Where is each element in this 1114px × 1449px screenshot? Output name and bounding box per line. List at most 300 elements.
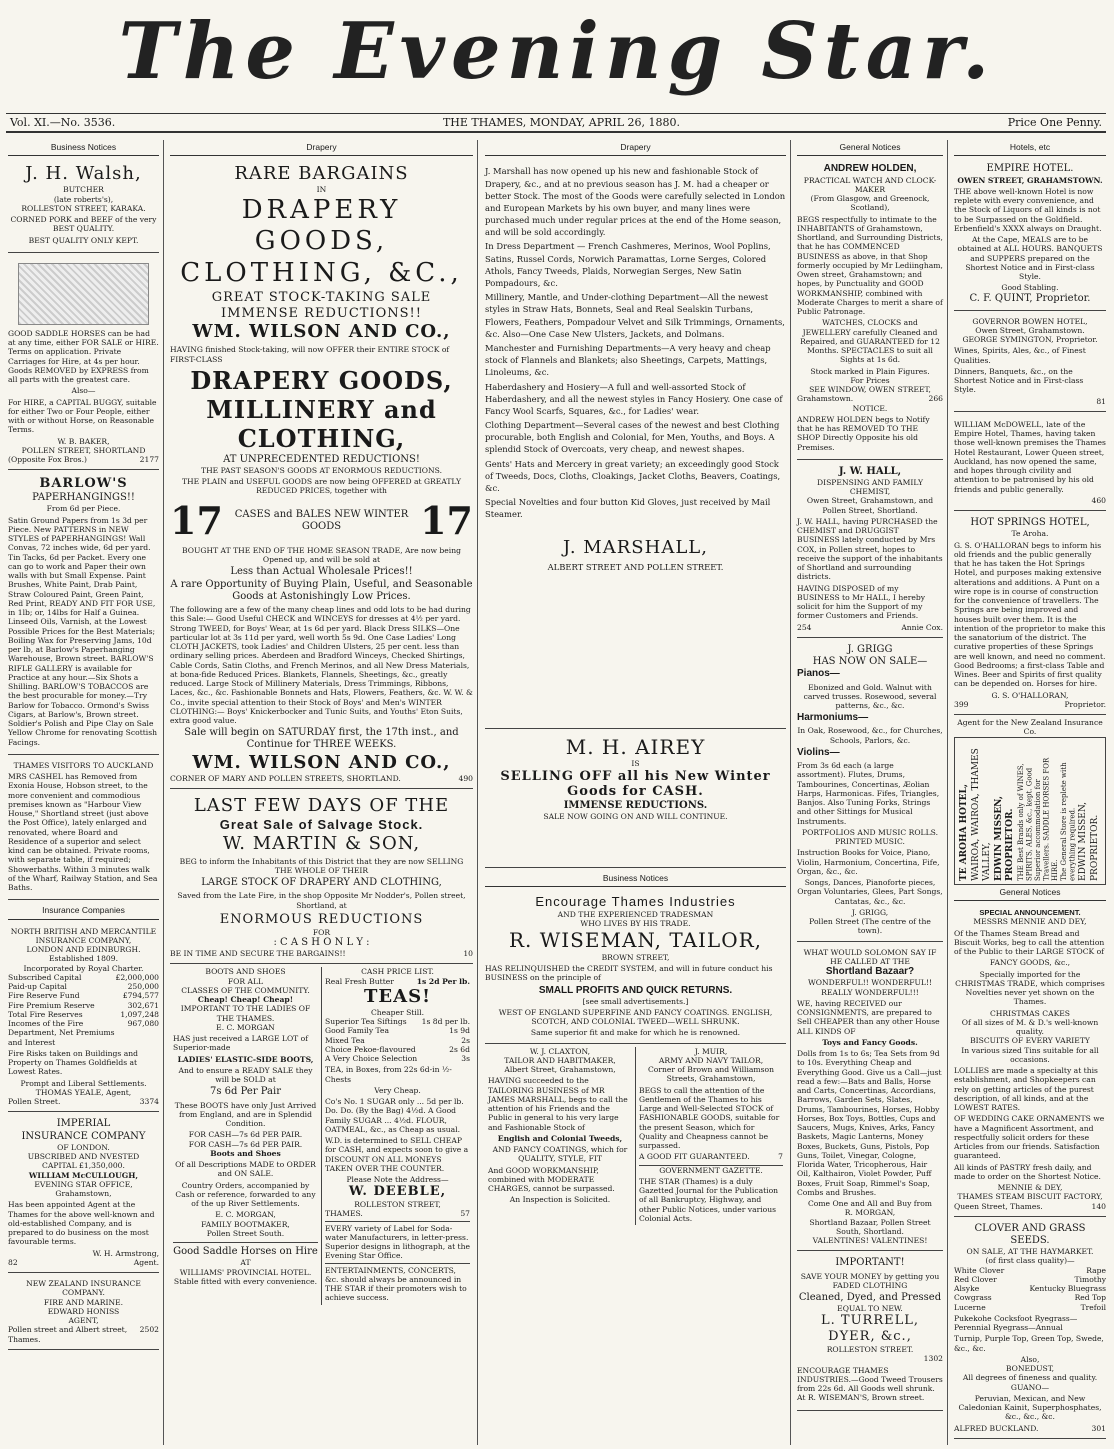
labels-ad: EVERY variety of Label for Soda-water Manufacturers, in letter-press. Superior designs in lithograph, at the Evening Star Office. [325,1221,470,1261]
ad-heading: NEW ZEALAND INSURANCE COMPANY. [26,1279,141,1298]
column-1 [4,140,164,1445]
ad-text: FOR [312,927,331,937]
capital-row: Paid-up Capital 250,000 [8,982,159,992]
advertiser-name: EDWIN MISSEN, PROPRIETOR. [993,795,1015,881]
ad-text: All kinds of PASTRY fresh daily, and made to order on the Shortest Notice. [954,1162,1101,1181]
clover-seeds-ad: CLOVER AND GRASS SEEDS. ON SALE, AT THE HAYMARKET. (of first class quality)— White Clover Rape Red Clover Timothy Alsyke Kentucky Bluegrass Cowgrass Red Top Lucerne Trefoil Pukekohe Cocksfoot Ryegrass—Perennial Ryegrass—Annual Turnip, Purple Top, Green Top, Swede, &c., &c. Also, BONEDUST, All degrees of fineness and quality. GUANO— Peruvian, Mexican, and New Caledonian Kainit, Superphosphates, &c., &c., &c. ALFRED BUCKLAND. 301 [954,1220,1106,1439]
ad-text: SEE WINDOW, OWEN STREET, [809,385,931,395]
ad-text: Of all Descriptions MADE to ORDER and ON SALE. [175,1160,316,1179]
ad-text: Come One and All and Buy from [807,1199,933,1209]
ad-number: 254 [797,622,812,632]
visitors-ad [8,758,159,901]
section-header: General Notices [797,140,943,156]
ad-heading: IMPERIAL [56,1118,111,1130]
ad-text: Established 1809. [48,954,119,964]
ad-text: WONDERFUL!! WONDERFUL!! [807,978,933,988]
ad-text: Same superior fit and make for which he is renowned. [530,1028,741,1038]
ad-text: HAVING finished Stock-taking, will now OFFER their ENTIRE STOCK of FIRST-CLASS [170,345,450,364]
address: Owen Street, Grahamstown. [975,325,1085,335]
ad-text: Also, [1020,1354,1040,1364]
north-british-ad [8,924,159,1113]
address: ALBERT STREET AND POLLEN STREET. [547,561,724,572]
ad-number: 1302 [923,1354,943,1364]
ad-text: For Prices [850,375,890,385]
ad-text: Toys and Fancy Goods. [822,1037,918,1047]
address: ROLLESTON STREET, [354,1200,441,1210]
ad-text: BONEDUST, [1005,1364,1055,1374]
ad-text: FANCY GOODS, &c., [989,958,1071,968]
ad-text: (of first class quality)— [985,1256,1075,1266]
capital-row: Total Fire Reserves 1,097,248 [8,1009,159,1019]
te-aroha-hotel-ad [954,737,1106,885]
ad-text: PROPRIETOR. [1090,814,1101,881]
ad-text: VALENTINES! VALENTINES! [812,1236,928,1246]
advertiser-name: E. C. MORGAN, [215,1210,276,1220]
ad-heading: IMPORTANT! [835,1257,905,1269]
ad-text: An Inspection is Solicited. [509,1195,611,1205]
advertiser-name: M. H. AIREY [565,734,706,759]
ad-text: OF WEDDING CAKE ORNAMENTS we have a Magnificent Assortment, and respectfully solicit orders for these Articles from our friends. Satisfaction guaranteed. [954,1114,1105,1161]
section-header: Insurance Companies [8,903,159,919]
advertiser-name: THOMAS YEALE, Agent, [35,1087,132,1097]
advertiser-name: WILLIAM McCULLOUGH, [28,1170,139,1180]
ad-text: FIRE AND MARINE. [43,1297,124,1307]
issue-date: THE THAMES, MONDAY, APRIL 26, 1880. [442,116,681,129]
dateline [6,113,1106,133]
big-number: 17 [420,497,473,543]
two-column-block [170,967,473,1304]
ad-text: A GOOD FIT GUARANTEED. [639,1152,750,1162]
ad-text: From 6d per Piece. [46,504,121,514]
ad-subheading: IMMENSE REDUCTIONS!! [221,305,422,321]
price-row: A Very Choice Selection 3s [325,1054,470,1064]
column-5 [950,140,1110,1445]
advertiser-name: EMPIRE HOTEL. [986,163,1074,175]
ad-subheading: AND THE EXPERIENCED TRADESMAN [557,909,714,919]
deeble-ad [321,967,473,1304]
empire-hotel-ad [954,160,1106,310]
ad-text: CAPITAL £1,350,000. [42,1161,125,1171]
advertiser-name: C. F. QUINT, Proprietor. [969,292,1091,304]
ad-text: Instruction Books for Voice, Piano, Violin, Harmonium, Concertina, Fife, Organ, &c., &c. [797,848,940,876]
ad-text: BE IN TIME AND SECURE THE BARGAINS!! [170,949,346,959]
capital-row: Incomes of the Fire Department, Net Premiums and Interest 967,080 [8,1019,159,1047]
ad-text: At the Cape, MEALS are to be obtained at ALL HOURS. BANQUETS and SUPPERS prepared on the Shortest Notice and in First-class Style. [957,235,1103,282]
ad-text: BISCUITS OF EVERY VARIETY [970,1036,1090,1046]
ad-text: Fire Risks taken on Buildings and Property on Thames Goldfields at Lowest Rates. [8,1048,139,1077]
ad-text: IS [631,759,640,769]
ad-heading: Encourage Thames Industries [535,894,736,910]
ad-text: Country Orders, accompanied by Cash or reference, forwarded to any of the up River Settlements. [175,1180,316,1209]
ad-number: 140 [1091,1201,1106,1211]
ad-number: 7 [778,1152,783,1162]
price-row: Mixed Tea 2s [325,1035,470,1045]
advertiser-name: MESSRS MENNIE AND DEY, [973,917,1087,927]
address: Pollen Street. [8,1097,61,1107]
advertiser-name: ANDREW HOLDEN, [823,163,917,175]
ad-heading: LAST FEW DAYS OF THE [193,794,450,816]
price: Price One Penny. [1007,116,1102,129]
ad-text: THE PAST SEASON'S GOODS AT ENORMOUS REDUCTIONS. [201,465,442,475]
ad-subheading: Harmoniums— [797,712,869,724]
ad-text: ON SALE, AT THE HAYMARKET. [966,1247,1094,1257]
section-header: Business Notices [485,871,786,887]
martin-ad [170,792,473,965]
ad-subheading: Cheaper Still. [370,1007,425,1017]
ad-text: Real Fresh Butter [325,976,394,986]
wilson-ad [170,160,473,789]
address: Grahamstown. [797,394,854,404]
advertiser-name: W. B. BAKER, [57,436,110,446]
ad-heading: Great Sale of Salvage Stock. [219,816,424,832]
ad-number: 2502 [139,1325,159,1335]
ad-text: THE Best Brands only of WINES, SPIRITS, ALES, &c., kept. Good Superior accommodation for Travellers. SADDLE HORSES FOR HIRE. [1016,757,1059,881]
ad-text: UBSCRIBED AND NVESTED [27,1152,140,1162]
ad-text: Gents' Hats and Mercery in great variety; an exceedingly good Stock of Tweeds, Docs, Cloths, Cloakings, Jacket Cloths, Beavers, Coatings, &c. [485,458,781,494]
masthead [0,0,1114,112]
ad-number: 10 [463,949,473,959]
bowen-hotel-ad [954,314,1106,412]
ad-text: Cheap! Cheap! Cheap! [197,995,294,1005]
price: 7s 6d Per Pair [210,1086,281,1098]
ad-number: 81 [1096,396,1106,406]
price: 1s 2d Per lb. [416,976,470,986]
ad-text: PRACTICAL WATCH AND CLOCK-MAKER [803,175,937,194]
hall-ad [797,463,943,638]
ad-text: CHRISTMAS CAKES [989,1008,1070,1018]
ad-text: Ebonized and Gold. Walnut with carved trusses. Rosewood, several patterns, &c., &c. [803,682,937,711]
ad-text: CORNED PORK and BEEF of the very BEST QUALITY. [10,215,157,234]
ad-heading: Shortland Bazaar? [825,966,915,978]
ad-text: TAILOR AND HABITMAKER, [504,1055,616,1065]
address: POLLEN STREET, SHORTLAND [21,445,146,455]
walsh-ad [8,160,159,252]
ad-subheading: Violins— [797,746,840,758]
ad-text: BOUGHT AT THE END OF THE HOME SEASON TRADE, Are now being Opened up, and will be sold at [182,545,461,565]
advertiser-name: MENNIE & DEY, [997,1183,1063,1193]
nz-insurance-ad [8,1276,159,1350]
address: Grahamstown, [55,1189,112,1199]
ad-text: CASES and BALES NEW WINTER GOODS [234,508,409,532]
ad-text: PORTFOLIOS AND MUSIC ROLLS. [802,827,938,837]
ad-text: LOLLIES are made a specialty at this establishment, and Shopkeepers can rely on getting articles of the purest description, of all kinds, and at the LOWEST RATES. [954,1066,1098,1113]
ad-number: 2177 [139,455,159,465]
muir-ad [635,1047,786,1226]
address: (Opposite Fox Bros.) [8,455,87,465]
address: THAMES. [325,1209,363,1219]
ad-text: Millinery, Mantle, and Under-clothing Department—All the newest styles in Straw Hats, Bonnets, Seal and Real Sealskin Turbans, Flowers, Feathers, Pompadour Velvet and Silk Trimmings, Ornaments, &c. Also—One Case New Ulsters, Jackets, and Dolmans. [485,292,785,339]
holden-ad [797,160,943,459]
hot-springs-ad [954,514,1106,715]
ad-text: Good Stabling. [1001,283,1059,293]
ad-text: : C A S H O N L Y : [273,936,370,948]
advertiser-name: R. WISEMAN, TAILOR, [508,928,763,953]
ad-heading: MILLINERY and CLOTHING, [206,395,437,454]
ad-heading: BARLOW'S [39,476,128,492]
advertiser-name: WM. WILSON AND CO., [192,751,451,773]
ad-text: BEGS respectfully to intimate to the INHABITANTS of Grahamstown, Shortland, and Surrounding Districts, that he has COMMENCED BUSINESS as above, in that Shop formerly occupied by Mr Lediingham, Owen street, Grahamstown; and hopes, by Punctuality and GOOD WORKMANSHIP, combined with Moderate Charges to merit a share of Public Patronage. [797,214,943,317]
ad-text: Less than Actual Wholesale Prices!! [230,566,413,578]
ad-subheading: Pianos— [797,668,840,680]
advertiser-name: J. H. Walsh, [25,163,142,185]
ad-text: SAVE YOUR MONEY by getting you FADED CLOTHING [800,1271,940,1290]
agent-note: Agent for the New Zealand Insurance Co. [957,718,1103,737]
ad-subheading: GREAT STOCK-TAKING SALE [211,289,432,305]
ad-subheading: PAPERHANGINGS!! [32,492,135,504]
ad-text: Of the Thames Steam Bread and Biscuit Works, beg to call the attention of the Public to their LARGE STOCK of [954,928,1105,957]
ad-text: DYER, &c., [828,1329,912,1345]
ad-heading: SPECIAL ANNOUNCEMENT. [979,908,1081,918]
advertiser-name: W. MARTIN & SON, [222,832,421,854]
ad-text: AT UNPRECEDENTED REDUCTIONS! [223,453,420,465]
ad-heading: BOOTS AND SHOES [205,967,286,977]
capital-row: Fire Reserve Fund £794,577 [8,991,159,1001]
ad-text: IN [316,185,327,195]
ad-text: MRS CASHEL has Removed from Exonia House, Hobson street, to the more convenient and commodious premises known as "Harbour View House," Shortland street (just above the Post Office), lately enlarged and renovated, where Board and Residence of a superior and select kind can be obtained. Private rooms, with separate table, if required; Showerbaths. Within 3 minutes walk of the Wharf, Railway Station, and Sea Baths. [8,772,158,893]
advertiser-name: L. TURRELL, [821,1313,919,1329]
ad-heading: CASH PRICE LIST. [361,967,434,977]
ad-heading: GOVERNMENT GAZETTE. [639,1165,783,1175]
ad-text: Wines, Spirits, Ales, &c., of Finest Qualities. [954,346,1086,365]
advertiser-name: WM. WILSON AND CO., [192,321,451,343]
advertiser-name: W. DEEBLE, [348,1184,447,1200]
newspaper-title: The Evening Star. [118,6,996,97]
ad-text: Stable fitted with every convenience. [173,1276,318,1286]
ad-text: W.D. is determined to SELL CHEAP for CASH, and expects soon to give a DISCOUNT ON ALL MONEYS TAKEN OVER THE COUNTER. [325,1136,469,1173]
ad-text: Cleaned, Dyed, and Pressed [798,1292,942,1304]
ad-text: BEST QUALITY ONLY KEPT. [28,235,139,245]
ad-text: Boots and Shoes [210,1148,281,1158]
advertiser-name: HOT SPRINGS HOTEL, [970,517,1090,529]
column-3 [481,140,791,1445]
ad-text: WILLIAM McDOWELL, late of the Empire Hotel, Thames, having taken those well-known premises the Thames Hotel Restaurant, Lower Queen street, Auckland, has now opened the same, and hopes through civility and attention to be patronised by his old friends and public generally. [954,419,1106,494]
ad-text: And GOOD WORKMANSHIP, combined with MODERATE CHARGES, cannot be surpassed. [488,1165,615,1194]
ad-heading: TE AROHA HOTEL, [958,783,969,881]
column-2 [166,140,478,1445]
airey-ad [485,732,786,868]
big-number: 17 [170,497,223,543]
ad-number: 57 [460,1209,470,1219]
ad-text: GOOD SADDLE HORSES can be had at any time, either FOR SALE or HIRE. Terms on application. Private Carriages for Hire, at 4s per hour. Goods REMOVED by EXPRESS from all parts with the greatest care. [8,328,159,385]
ad-subheading: HAS NOW ON SALE— [812,656,928,668]
advertiser-name: EDWARD HONISS [47,1306,120,1316]
ad-text: [see small advertisements.] [582,996,689,1006]
ad-text: GEORGE SYMINGTON, Proprietor. [962,335,1098,345]
ad-heading: Good Saddle Horses on Hire [173,1246,318,1258]
turrell-ad [797,1254,943,1410]
ad-text: Agent. [133,1257,159,1267]
ad-heading: TEAS! [364,985,431,1007]
ad-text: EQUAL TO NEW. [837,1304,903,1314]
ad-text: WATCHES, CLOCKS and JEWELLERY carefully Cleaned and Repaired, and GUARANTEED for 12 Months. SPECTACLES to suit all Sights at 1s 6d. [800,318,940,365]
advertiser-name: J. MUIR, [694,1046,728,1056]
ad-text: FOR CASH—7s 6d PER PAIR. [188,1130,303,1140]
ad-text: IMPORTANT TO THE LADIES OF THE THAMES. [180,1004,311,1023]
ad-number: 490 [458,773,473,783]
ad-text: Haberdashery and Hosiery—A full and well-assorted Stock of Haberdashery, and all the newest styles in Fancy Hosiery. One case of Fancy Wool Scarfs, Squares, &c., for Ladies' wear. [485,381,783,416]
price-row: Good Family Tea 1s 9d [325,1026,470,1036]
entertainments-ad: ENTERTAINMENTS, CONCERTS, &c. should always be announced in THE STAR if their promoters wish to achieve success. [325,1263,470,1303]
ad-text: THE STAR (Thames) is a duly Gazetted Journal for the Publication of all Bankruptcy, Highway, and other Public Notices, under various Colonial Acts. [639,1176,779,1223]
address: ROLLESTON STREET. [826,1345,914,1355]
address: EVENING STAR OFFICE, [34,1179,133,1189]
ad-heading: SELLING OFF all his New Winter Goods for CASH. [500,768,771,800]
ad-text: Dolls from 1s to 6s; Tea Sets from 9d to 10s. Everything Cheap and Everything Good. Give us a Call—just read a few:—Bats and Balls, Horse and Carts, Concertinas, Accordians, Barrows, Garden Sets, Slates, Drums, Tambourines, Horses, Hobby Horses, Box Toys, Bottles, Cups and Saucers, Mugs, Knives, Arks, Fancy Baskets, Magic Lanterns, Money Boxes, Buckets, Guns, Pistols, Pop Guns, Toilet, Vinegar, Cologne, Florida Water, Tricopherous, Hair Oil, Kalthairon, Violet Powder, Puff Boxes, Fruit Soap, Rimmel's Soap, Combs and Brushes. [797,1049,942,1197]
address: CORNER OF MARY AND POLLEN STREETS, SHORTLAND. [170,773,401,783]
ad-text: FAMILY BOOTMAKER, [201,1219,290,1229]
ad-text: DISPENSING AND FAMILY CHEMIST, [817,477,923,497]
price-row: Superior Tea Siftings 1s 8d per lb. [325,1017,470,1027]
address: ROLLESTON STREET, KARAKA. [21,203,146,213]
ad-text: TEA, in Boxes, from 22s 6d-in ½-Chests [325,1065,452,1084]
price-row: Choice Pekoe-flavoured 2s 6d [325,1044,470,1054]
ad-heading: THAMES VISITORS TO AUCKLAND [13,760,154,770]
ad-text: WEST OF ENGLAND SUPERFINE AND FANCY COATINGS. ENGLISH, SCOTCH, AND COLONIAL TWEED—WELL SHRUNK. [498,1007,773,1027]
ad-number: 82 [8,1257,18,1267]
ad-text: The following are a few of the many cheap lines and odd lots to be had during this Sale:— Good Useful CHECK and WINCEYS for dresses at 4½ per yard. Strong TWEED, for Boys' Wear, at 1s 6d per yard. Black Dress SILKS—One particular lot at 3s 11d per yard, well worth 5s 9d. One Case Ladies' Long CLOTH JACKETS, took Ladies' and Children Ulsters, 25 per cent. less than ordinary selling prices. Aberdeen and Bradford Winceys, Checked Shirtings, Cable Cords, Satin Cloths, and French Merinos, and all New Dress Materials, at bona-fide Reduced Prices. Blankets, Flannels, Sheetings, &c., greatly reduced. Large Stock of Millinery Materials, Dress Trimmings, Ribbons, Laces, &c., &c. Fashionable Bonnets and Hats, Flowers, Feathers, &c. W. W. & Co., invite special attention to their Stock of Boys' and Men's WINTER CLOTHING:— Boys' Knickerbocker and Tunic Suits, and Youths' Eton Suits, extra good value. [170,605,473,726]
ad-text: REALLY WONDERFUL!!! [821,987,919,997]
advertiser-name: J. GRIGG, [851,907,889,917]
grigg-ad [797,641,943,942]
address: Pollen Street (The centre of the town). [809,917,931,936]
ad-text: WAIROA, WAIROA, THAMES VALLEY, [970,747,992,881]
mennie-dey-ad [954,905,1106,1217]
ad-text: HAS RELINQUISHED the CREDIT SYSTEM, and will in future conduct his BUSINESS on the principle of [485,964,773,983]
ad-text: Special Novelties and four button Kid Gloves, just received by Mail Steamer. [485,497,771,520]
solomon-ad [797,945,943,1252]
ad-text: In various sized Tins suitable for all occasions. [961,1045,1099,1064]
section-header: Business Notices [8,140,159,156]
ad-subheading: ENORMOUS REDUCTIONS [219,911,424,927]
advertiser-name: J. W. HALL, [838,465,902,477]
ad-heading: NOTICE. [852,403,888,413]
column-4 [793,140,948,1445]
ad-text: Incorporated by Royal Charter. [23,963,144,973]
mcdowell-ad [954,415,1106,511]
ad-text: Manchester and Furnishing Departments—A very heavy and cheap stock of Flannels and Blankets; also Sheetings, Carpets, Mattings, Linoleums, &c. [485,342,771,378]
volume-number: Vol. XI.—No. 3536. [10,116,116,129]
ad-text: Satin Ground Papers from 1s 3d per Piece. New PATTERNS in NEW STYLES of PAPERHANGINGS! Wall Convas, 72 inches wide, 6d per yard. Tin Tacks, 6d per Packet. Every one can go to work and Paper their own walls with but Small Expense. Paint Brushes, White Paint, Drab Paint, Straw Coloured Paint, Green Paint, Red Print, READY AND FIT FOR USE, in 1lb; or, 14lbs for Half a Guinea. Linseed Oils, Varnish, at the Lowest Possible Prices for the Best Materials; Boiling Wax for Preserving Jams, 10d per lb, at Barlow's Paperhanging Warehouse, Brown street. BARLOW'S RIFLE GALLERY is available for Practice at any hour.—Six Shots a Shilling. BARLOW'S TOBACCOS are the best procurable for money.—Try Barlow for Tobacco. Ormond's Swiss Cigars, at Barlow's, Brown street. Soldier's Polish and Pipe Clay on Sale Yellow Chrome for renovating Scottish Facings. [8,515,158,747]
ad-number: 399 [954,699,969,709]
section-header: Drapery [485,140,786,156]
baker-ad [8,256,159,471]
ad-text: WE, having RECEIVED our CONSIGNMENTS, are prepared to Sell CHEAPER than any other House ALL KINDS OF [797,998,940,1036]
ad-text: Proprietor. [1064,699,1106,709]
ad-heading: CLOVER AND GRASS SEEDS. [974,1222,1086,1246]
wiseman-ad [485,891,786,1044]
claxton-ad [485,1047,635,1226]
ad-text: From 3s 6d each (a large assortment). Flutes, Drums, Tambourines, Concertinas, Æolian Harps, Harmonicas. Fifes, Triangles, Banjos. Also Tuning Forks, Strings and other Sittings for Musical Instruments. [797,761,940,826]
ad-text: The General Store is replete with everything required. [1060,762,1077,881]
section-header: General Notices [954,885,1106,901]
ad-text: Prompt and Liberal Settlements. [20,1078,147,1088]
advertiser-name: E. C. MORGAN [216,1022,275,1032]
ad-text: Also— [71,386,96,396]
ad-text: HAVING DISPOSED of my BUSINESS to Mr HALL, I hereby solicit for him the Support of my former Customers and Friends. [797,583,926,621]
address: BROWN STREET, [601,952,670,962]
ad-text: English and Colonial Tweeds, [497,1133,623,1143]
ad-text: AND FANCY COATINGS, which for QUALITY, STYLE, FIT [492,1145,628,1164]
section-header: Drapery [170,140,473,156]
ad-text: Sale will begin on SATURDAY first, the 17th inst., and Continue for THREE WEEKS. [184,727,459,751]
ad-text: Stock marked in Plain Figures. [810,366,930,376]
ad-text: GUANO— [1010,1382,1050,1392]
address: Pollen Street South. [206,1228,285,1238]
ad-heading: DRAPERY GOODS, [241,194,402,257]
ad-text: BEGS to call the attention of the Gentlemen of the Thames to his Large and Well-Selected STOCK of FASHIONABLE GOODS, suitable for the present Season, which for Quality and Cheapness cannot be surpassed. [639,1085,780,1151]
ad-text: Has been appointed Agent at the Thames for the above well-known and old-established Company, and is prepared to do business on the most favourable terms. [8,1200,155,1247]
trade: BUTCHER [63,185,104,195]
marshall-ad [485,160,786,729]
ad-text: FOR CASH—7s 6d PER PAIR. [188,1139,303,1149]
advertiser-name: ALFRED BUCKLAND. [954,1423,1039,1433]
ad-text: In Oak, Rosewood, &c., for Churches, Schools, Parlors, &c. [797,726,943,745]
ad-text: Specially imported for the CHRISTMAS TRADE, which comprises Novelties never yet shown on the Thames. [955,969,1105,1007]
ad-text: A rare Opportunity of Buying Plain, Useful, and Seasonable Goods at Astonishingly Low Prices. [170,578,473,602]
ad-heading: NORTH BRITISH AND MERCANTILE INSURANCE COMPANY, [10,926,157,945]
address: Queen Street, Thames. [954,1201,1043,1211]
ad-number: 3374 [139,1097,159,1107]
ad-text: LONDON AND EDINBURGH. [26,945,141,955]
address: Te Aroha. [1011,529,1049,539]
advertiser-name: GOVERNOR BOWEN HOTEL, [972,316,1088,326]
address: Owen Street, Grahamstown, and Pollen Street, Shortland. [806,496,934,515]
ad-text: Of all sizes of M. & D.'s well-known quality. [961,1017,1099,1037]
address: Shortland Bazaar, Pollen Street South, Shortland. [809,1217,931,1236]
ad-text: FOR ALL [227,976,264,986]
ad-heading: CLOTHING, &C., [180,258,463,288]
ad-subheading: INSURANCE COMPANY [21,1130,146,1142]
ad-text: All degrees of fineness and quality. [962,1373,1098,1383]
advertiser-name: J. MARSHALL, [563,536,708,558]
two-column-block [485,1047,786,1226]
ad-text: THE above well-known Hotel is now replete with every convenience, and the Stock of Liquors of all kinds is not to be Surpassed on the Goldfield. Erbenfield's XXXX always on Draught. [954,186,1102,233]
ad-text: HAVING succeeded to the TAILORING BUSINESS of MR JAMES MARSHALL, begs to call the attention of his Friends and the Public in general to his very large and Fashionable Stock of [488,1076,628,1132]
ad-text: Dinners, Banquets, &c., on the Shortest Notice and in First-class Style. [954,366,1084,395]
signature: G. S. O'HALLORAN, [991,690,1069,700]
ad-subheading: SMALL PROFITS AND QUICK RETURNS. [538,984,733,996]
ad-heading: WHAT WOULD SOLOMON SAY IF HE CALLED AT THE [803,947,937,966]
section-header: Hotels, etc [954,140,1106,156]
address: OWEN STREET, GRAHAMSTOWN. [957,175,1103,185]
capital-row: Fire Premium Reserve 302,671 [8,1000,159,1010]
ad-number: 301 [1091,1423,1106,1433]
imperial-ad [8,1115,159,1273]
ad-text: Pukekohe Cocksfoot Ryegrass—Perennial Ryegrass—Annual [954,1313,1078,1333]
ad-subheading: WHO LIVES BY HIS TRADE. [580,919,691,929]
ad-text: J. Marshall has now opened up his new and fashionable Stock of Drapery, &c., and at no previous season has J. M. had a cheaper or better Stock. The most of the Goods were carefully selected in London and European Markets by his own buyer, and many lines were purchased much under regular prices at the end of the Home season, and will be sold accordingly. [485,166,786,238]
ad-text: Please Note the Address— [346,1175,449,1185]
ad-text: BEG to inform the Inhabitants of this District that they are now SELLING THE WHOLE OF THEIR [179,856,464,875]
ad-text: Very Cheap. [374,1085,421,1095]
ad-text: ENCOURAGE THAMES INDUSTRIES.—Good Tweed Trousers from 22s 6d. All Goods well shrunk. At R. WISEMAN'S, Brown street. [797,1365,943,1403]
ad-heading: RARE BARGAINS [234,163,409,185]
address: Pollen street and Albert street, Thames. [8,1325,128,1344]
note: (late roberts's), [53,194,114,204]
ad-text: Saved from the Late Fire, in the shop Opposite Mr Nodder's, Pollen street, Shortland, at [177,891,466,910]
signature: W. H. Armstrong, [92,1248,159,1258]
ad-subheading: IMMENSE REDUCTIONS. [563,800,708,812]
ad-text: Peruvian, Mexican, and New Caledonian Kainit, Superphosphates, &c., &c., &c. [958,1393,1102,1422]
ad-text: G. S. O'HALLORAN begs to inform his old friends and the public generally that he has taken the Hot Springs Hotel, and purposes making extensive alterations and additions. A Punt on a wire rope is in course of construction for the convenience of travellers. The Springs are being improved and houses built over them. It is the intention of the proprietor to make this the sanatorium of the district. The curative properties of these Springs are well known, and need no comment. Good Bedrooms; a first-class Table and Wines. Beer and Spirits of first quality can be depended on. Horses for hire. [954,540,1106,689]
ad-text: WILLIAMS' PROVINCIAL HOTEL. [179,1267,312,1277]
ad-text: Turnip, Purple Top, Green Top, Swede, &c., &c. [954,1334,1104,1353]
barlow-ad [8,473,159,755]
morgan-ad [170,967,321,1304]
ad-number: 460 [1091,495,1106,505]
horse-cart-illustration [18,263,149,325]
ad-text: LARGE STOCK OF DRAPERY AND CLOTHING, [201,877,442,889]
